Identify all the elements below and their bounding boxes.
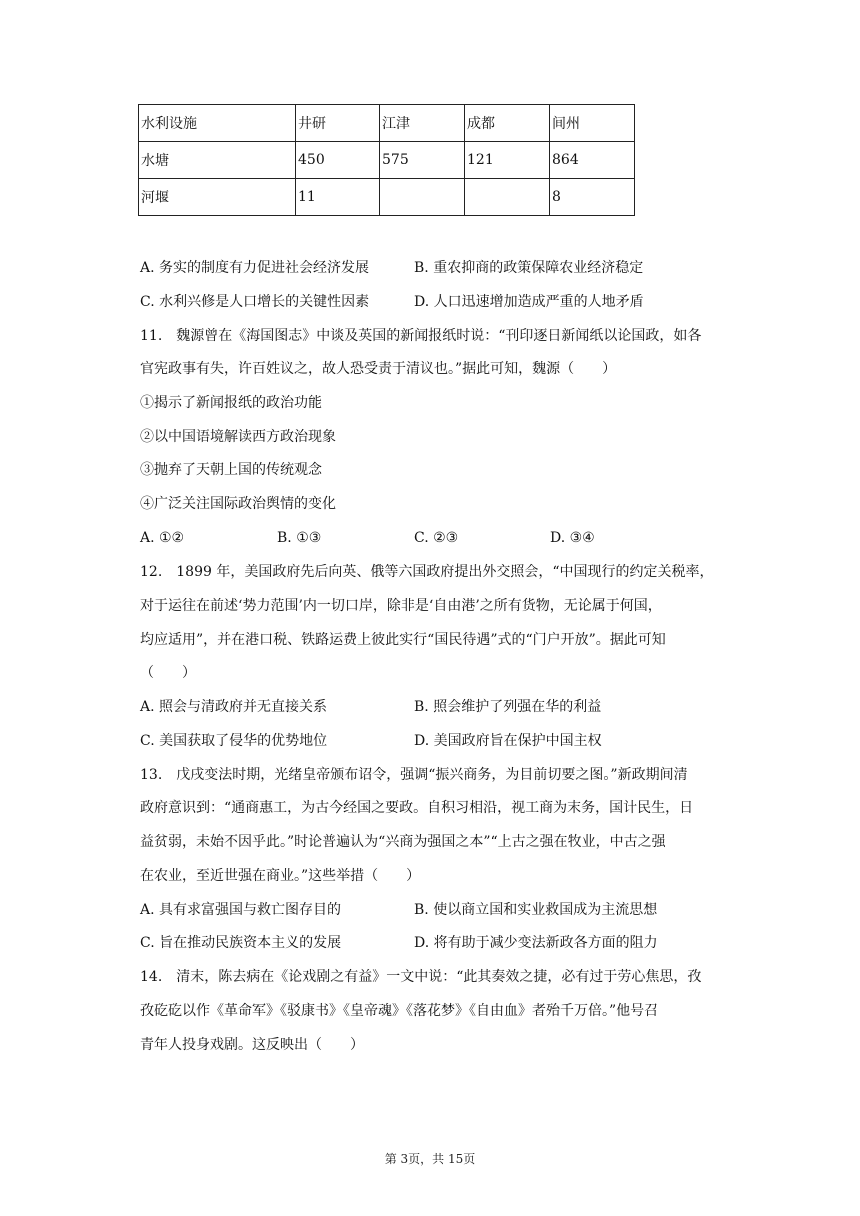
q11-option-a[interactable]: A. ①② — [140, 530, 185, 546]
q14-stem-line: 14. 清末，陈去病在《论戏剧之有益》一文中说：“此其奏效之捷，必有过于劳心焦思，孜 — [140, 969, 702, 985]
table-cell: 江津 — [380, 105, 465, 142]
q12-stem-line: 均应适用”，并在港口税、铁路运费上彼此实行“国民待遇”式的“门户开放”。据此可知 — [140, 632, 666, 648]
q11-option-c[interactable]: C. ②③ — [414, 530, 459, 546]
q11-item: ②以中国语境解读西方政治现象 — [140, 429, 336, 445]
q11-option-d[interactable]: D. ③④ — [550, 530, 595, 546]
table-cell: 864 — [550, 142, 635, 179]
q14-stem-line: 孜矻矻以作《革命军》《驳康书》《皇帝魂》《落花梦》《自由血》者殆千万倍。”他号召 — [140, 1003, 659, 1019]
table-cell: 间州 — [550, 105, 635, 142]
q13-stem-line: 政府意识到：“通商惠工，为古今经国之要政。自积习相沿，视工商为末务，国计民生，日 — [140, 800, 694, 816]
q10-option-a[interactable]: A. 务实的制度有力促进社会经济发展 — [140, 260, 370, 276]
page-footer: 第 3页，共 15页 — [384, 1152, 476, 1166]
q10-option-d[interactable]: D. 人口迅速增加造成严重的人地矛盾 — [414, 294, 644, 310]
q12-option-a[interactable]: A. 照会与清政府并无直接关系 — [140, 699, 328, 715]
table-cell: 井研 — [296, 105, 380, 142]
q11-item: ①揭示了新闻报纸的政治功能 — [140, 395, 322, 411]
q14-stem-line: 青年人投身戏剧。这反映出（ ） — [140, 1037, 364, 1053]
q10-option-c[interactable]: C. 水利兴修是人口增长的关键性因素 — [140, 294, 370, 310]
table-cell — [465, 179, 550, 216]
table-cell: 水利设施 — [139, 105, 296, 142]
table-cell: 8 — [550, 179, 635, 216]
table-cell: 575 — [380, 142, 465, 179]
table-cell: 成都 — [465, 105, 550, 142]
table-cell: 11 — [296, 179, 380, 216]
q13-option-d[interactable]: D. 将有助于减少变法新政各方面的阻力 — [414, 935, 658, 951]
q12-option-b[interactable]: B. 照会维护了列强在华的利益 — [414, 699, 602, 715]
irrigation-table — [138, 104, 635, 216]
q13-stem-line: 在农业，至近世强在商业。”这些举措（ ） — [140, 868, 421, 884]
q11-stem-line: 11. 魏源曾在《海国图志》中谈及英国的新闻报纸时说：“刊印逐日新闻纸以论国政，如各 — [140, 328, 702, 344]
table-row — [139, 179, 635, 216]
q12-stem-line: 12. 1899 年，美国政府先后向英、俄等六国政府提出外交照会，“中国现行的约定关税率， — [140, 564, 714, 580]
table-cell: 450 — [296, 142, 380, 179]
table-cell: 121 — [465, 142, 550, 179]
q12-option-c[interactable]: C. 美国获取了侵华的优势地位 — [140, 733, 328, 749]
table-row — [139, 142, 635, 179]
q12-stem-line: （ ） — [140, 665, 196, 681]
q11-item: ③抛弃了天朝上国的传统观念 — [140, 462, 322, 478]
q13-option-b[interactable]: B. 使以商立国和实业救国成为主流思想 — [414, 902, 658, 918]
q12-option-d[interactable]: D. 美国政府旨在保护中国主权 — [414, 733, 602, 749]
q13-option-a[interactable]: A. 具有求富强国与救亡图存目的 — [140, 902, 342, 918]
table-cell: 河堰 — [139, 179, 296, 216]
q13-stem-line: 益贫弱，未始不因乎此。”时论普遍认为“兴商为强国之本”“上古之强在牧业，中古之强 — [140, 834, 666, 850]
q12-stem-line: 对于运往在前述‘势力范围’内一切口岸，除非是‘自由港’之所有货物，无论属于何国， — [140, 598, 662, 614]
q11-option-b[interactable]: B. ①③ — [277, 530, 322, 546]
q11-item: ④广泛关注国际政治舆情的变化 — [140, 496, 336, 512]
q13-stem-line: 13. 戊戌变法时期，光绪皇帝颁布诏令，强调“振兴商务，为目前切要之图。”新政期间清 — [140, 767, 688, 783]
q13-option-c[interactable]: C. 旨在推动民族资本主义的发展 — [140, 935, 342, 951]
q10-option-b[interactable]: B. 重农抑商的政策保障农业经济稳定 — [414, 260, 644, 276]
q11-stem-line: 官宪政事有失，许百姓议之，故人恐受责于清议也。”据此可知，魏源（ ） — [140, 361, 617, 377]
table-cell — [380, 179, 465, 216]
table-header-row — [139, 105, 635, 142]
table-cell: 水塘 — [139, 142, 296, 179]
